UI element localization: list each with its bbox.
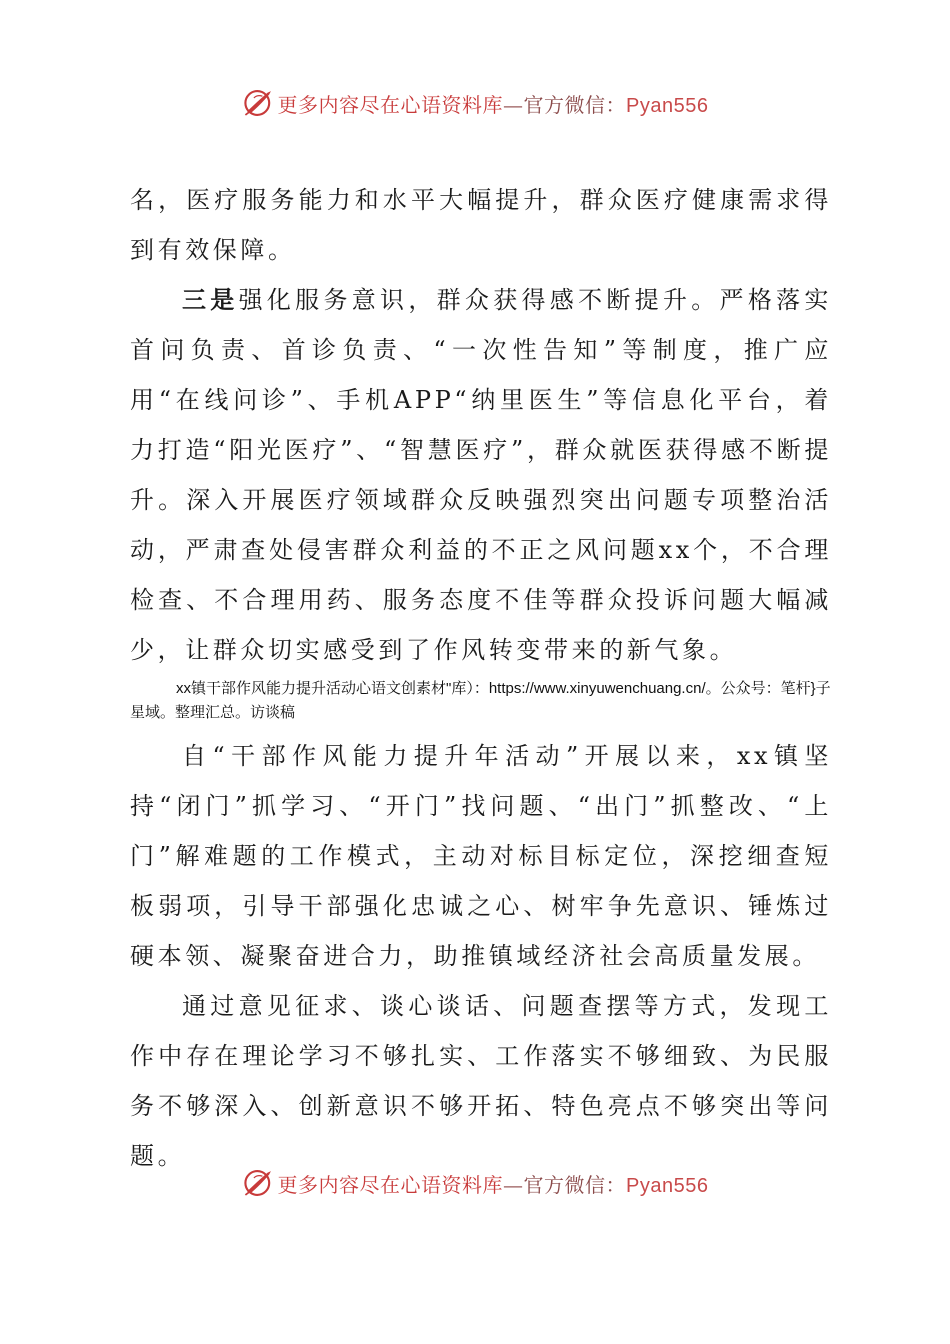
pen-nib-logo-icon [242,86,276,120]
paragraph-continuation: 名，医疗服务能力和水平大幅提升，群众医疗健康需求得到有效保障。 [130,186,832,264]
banner-dash: — [503,92,524,117]
banner-main-text: 更多内容尽在心语资料库 [277,92,504,117]
banner-wechat-id: Pyan556 [626,94,709,117]
source-note: xx镇干部作风能力提升活动心语文创素材"库）：https://www.xinyuwenchuang.cn/。公众号：笔杆}子星域。整理汇总。访谈稿 [130,680,831,721]
banner-dash: — [503,1172,524,1197]
paragraph-intro: 自“干部作风能力提升年活动”开展以来，xx镇坚持“闭门”抓学习、“开门”找问题、“出门”抓整改、“上门”解难题的工作模式，主动对标目标定位，深挖细查短板弱项，引导干部强化忠诚之心、树牢争先意识、锤炼过硬本领、凝聚奋进合力，助推镇域经济社会高质量发展。 [130,742,832,970]
banner-main-text: 更多内容尽在心语资料库 [277,1172,504,1197]
paragraph-problems: 通过意见征求、谈心谈话、问题查摆等方式，发现工作中存在理论学习不够扎实、工作落实不够细致、为民服务不够深入、创新意识不够开拓、特色亮点不够突出等问题。 [130,992,832,1170]
banner-text [278,1169,709,1198]
banner-wechat-label: 官方微信： [523,92,627,117]
banner-text [278,89,709,118]
section-three-text: 强化服务意识，群众获得感不断提升。严格落实首问负责、首诊负责、“一次性告知”等制度，推广应用“在线问诊”、手机APP“纳里医生”等信息化平台，着力打造“阳光医疗”、“智慧医疗”，群众就医获得感不断提升。深入开展医疗领域群众反映强烈突出问题专项整治活动，严肃查处侵害群众利益的不正之风问题xx个，不合理检查、不合理用药、服务态度不佳等群众投诉问题大幅减少，让群众切实感受到了作风转变带来的新气象。 [130,286,832,664]
banner-wechat-label: 官方微信： [523,1172,627,1197]
footer-banner [0,1163,950,1203]
paragraph-section-three [130,275,832,675]
banner-wechat-id: Pyan556 [626,1174,709,1197]
pen-nib-logo-icon [242,1166,276,1200]
header-banner [0,83,950,123]
section-three-lead: 三是 [182,285,239,314]
document-body [130,175,832,1181]
